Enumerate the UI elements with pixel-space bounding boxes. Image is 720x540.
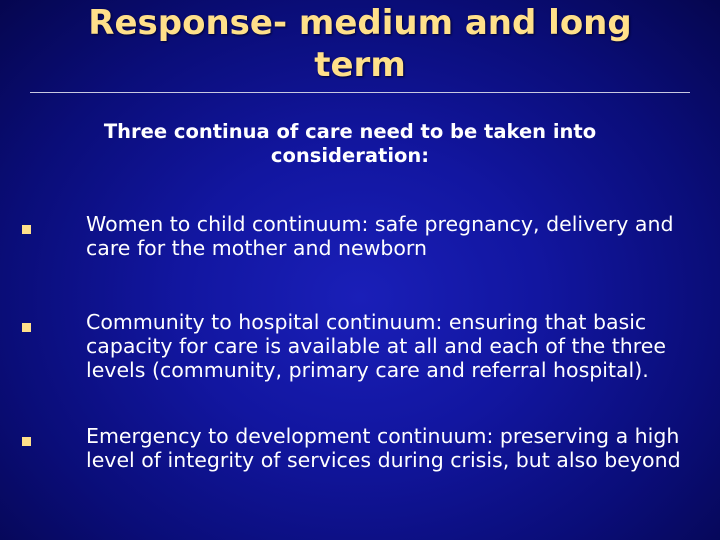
square-bullet-icon <box>22 225 31 234</box>
bullet-text: Emergency to development continuum: preserving a high level of integrity of services during crisis, but also beyond <box>86 424 681 472</box>
bullet-text: Community to hospital continuum: ensuring that basic capacity for care is available at all and each of the three levels (community, primary care and referral hospital). <box>86 310 666 382</box>
square-bullet-icon <box>22 323 31 332</box>
intro-text: Three continua of care need to be taken into consideration: <box>103 120 597 167</box>
square-bullet-icon <box>22 437 31 446</box>
title-divider <box>30 92 690 93</box>
slide-title: Response- medium and long term <box>88 3 632 85</box>
bullet-text: Women to child continuum: safe pregnancy, delivery and care for the mother and newborn <box>86 212 674 260</box>
